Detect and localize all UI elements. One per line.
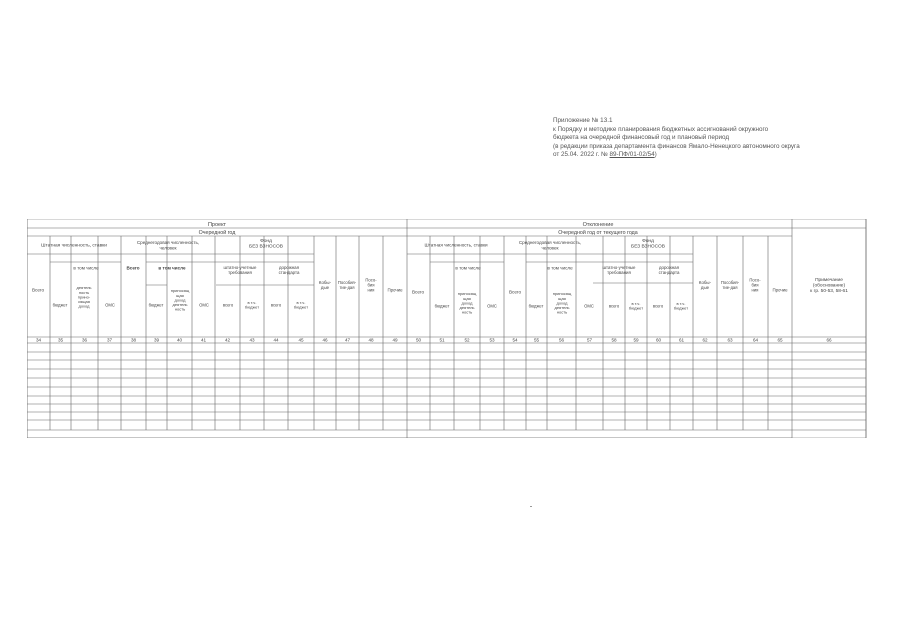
hdr-dev-road-budget: бюджет bbox=[673, 305, 689, 311]
hdr-avg-budget: бюджет bbox=[148, 302, 164, 308]
appendix-date: от 25.04. 2022 г. № bbox=[553, 151, 610, 159]
hdr-note: (обоснование) bbox=[812, 283, 846, 289]
column-number: 45 bbox=[298, 337, 304, 343]
table-grid bbox=[27, 219, 866, 438]
hdr-road: стандарта bbox=[278, 270, 300, 276]
hdr-col48: бия bbox=[367, 282, 375, 288]
hdr-dev-staff-oms: ОМС bbox=[487, 303, 497, 309]
hdr-col65: Прочие bbox=[772, 287, 788, 293]
column-number: 38 bbox=[130, 337, 137, 343]
hdr-col46: дые bbox=[320, 285, 330, 291]
header-next-vs-current: Очередной год от текущего года bbox=[558, 229, 638, 236]
hdr-dev-road-total: всего bbox=[652, 303, 664, 309]
hdr-dev-road: дорожная bbox=[658, 265, 680, 271]
hdr-acc-total: всего bbox=[222, 302, 234, 308]
hdr-dev-acc-budget: в т.ч. bbox=[631, 301, 641, 307]
column-number: 58 bbox=[611, 337, 617, 343]
hdr-col63: тие-дая bbox=[722, 284, 738, 290]
hdr-avg-income: приносящ bbox=[170, 288, 190, 294]
hdr-avg-income: деятель bbox=[172, 302, 188, 307]
column-number: 55 bbox=[533, 337, 540, 343]
column-number: 46 bbox=[322, 337, 328, 343]
column-number: 43 bbox=[249, 337, 255, 343]
hdr-dev-staff-budget: бюджет bbox=[434, 303, 450, 309]
hdr-dev-avg-budget: бюджет bbox=[528, 303, 544, 309]
hdr-road-budget: в т.ч. bbox=[296, 300, 306, 306]
hdr-dev-fot: БЕЗ ВЗНОСОВ bbox=[631, 244, 665, 250]
hdr-col48: ния bbox=[367, 287, 375, 293]
hdr-staff-total: Всего bbox=[31, 287, 45, 293]
hdr-staff-income: сящая bbox=[78, 299, 90, 304]
hdr-road-total: всего bbox=[270, 302, 282, 308]
hdr-dev-avg-income: щая bbox=[558, 295, 566, 301]
hdr-dev-staff-income: щая bbox=[463, 295, 471, 301]
hdr-col62: дые bbox=[700, 285, 710, 291]
column-number: 36 bbox=[81, 337, 88, 343]
hdr-avg-income: доход bbox=[174, 297, 186, 303]
hdr-col62: Кобы- bbox=[698, 280, 712, 286]
header-project: Проект bbox=[207, 221, 227, 228]
hdr-dev-avg-income: деятель bbox=[554, 305, 570, 310]
hdr-staff-income: деятель bbox=[76, 285, 92, 291]
hdr-col47: Пособия- bbox=[337, 280, 357, 286]
column-number: 42 bbox=[224, 337, 231, 343]
column-number: 53 bbox=[489, 337, 495, 343]
hdr-note: к гр. 50-53, 58-61 bbox=[810, 289, 848, 295]
column-number: 54 bbox=[512, 337, 518, 343]
hdr-col63: Пособия- bbox=[720, 280, 740, 286]
hdr-col47: тие-дая bbox=[339, 284, 355, 290]
hdr-col46: Кобы- bbox=[318, 280, 332, 286]
hdr-road-budget: бюджет bbox=[293, 304, 309, 310]
hdr-dev-avg-income: приносящ bbox=[552, 291, 572, 297]
column-number: 60 bbox=[655, 337, 662, 343]
hdr-avg-incl: в том числе bbox=[158, 265, 186, 271]
column-number: 37 bbox=[106, 337, 113, 343]
hdr-incl-staff: в том числе bbox=[73, 265, 99, 271]
appendix-edition: (в редакции приказа департамента финансов Ямало-Ненецкого автономного округа bbox=[553, 142, 800, 150]
column-number: 64 bbox=[752, 337, 759, 343]
hdr-dev-road-budget: в т.ч. bbox=[676, 301, 686, 307]
hdr-dev-avg-incl: в том числе bbox=[547, 265, 573, 271]
table-labels bbox=[32, 222, 848, 343]
column-number: 51 bbox=[439, 337, 445, 343]
column-number: 65 bbox=[777, 337, 783, 343]
hdr-col48: Посо- bbox=[365, 277, 377, 283]
column-number: 59 bbox=[633, 337, 639, 343]
column-number: 57 bbox=[586, 337, 593, 343]
hdr-note: Примечание bbox=[815, 278, 843, 284]
appendix-budget-period: бюджета на очередной финансовый год и плановый период bbox=[553, 134, 729, 142]
hdr-staff-income: ность bbox=[78, 289, 90, 295]
hdr-dev-avg: человек bbox=[541, 245, 559, 251]
hdr-col64: Посо- bbox=[749, 277, 761, 283]
appendix-order-ref: к Порядку и методике планирования бюджетных ассигнований окружного bbox=[553, 125, 769, 133]
hdr-acc-budget: в т.ч. bbox=[247, 300, 257, 306]
hdr-accounting: требования bbox=[228, 270, 252, 276]
hdr-dev-staff: Штатная численность, ставки bbox=[424, 242, 488, 248]
hdr-dev-avg: Среднегодовая численность, bbox=[518, 239, 582, 245]
hdr-dev-staff-income: доход bbox=[461, 300, 473, 306]
hdr-dev-staff-income: деятель bbox=[459, 305, 475, 310]
column-number: 39 bbox=[153, 337, 160, 343]
hdr-col64: ния bbox=[751, 287, 759, 293]
hdr-dev-road: стандарта bbox=[658, 270, 680, 276]
hdr-staff-budget: бюджет bbox=[52, 302, 68, 308]
column-number: 63 bbox=[727, 337, 733, 343]
hdr-avg-oms: ОМС bbox=[199, 302, 209, 308]
column-number: 48 bbox=[368, 337, 374, 343]
appendix-order-link[interactable]: 89-ПФ/01-02/54 bbox=[609, 151, 655, 159]
column-number: 41 bbox=[200, 337, 207, 343]
hdr-dev-accounting: требования bbox=[607, 270, 631, 276]
budget-form-table bbox=[27, 219, 868, 438]
hdr-avg-count: человек bbox=[159, 245, 177, 251]
appendix-number: Приложение № 13.1 bbox=[553, 117, 613, 124]
column-number: 66 bbox=[826, 337, 832, 343]
hdr-col64: бия bbox=[751, 282, 759, 288]
column-number: 52 bbox=[464, 337, 470, 343]
hdr-dev-staff-total: Всего bbox=[411, 289, 425, 295]
hdr-acc-budget: бюджет bbox=[244, 304, 260, 310]
hdr-dev-fot: Фонд bbox=[642, 238, 654, 244]
hdr-road: дорожная bbox=[278, 265, 300, 271]
column-number: 61 bbox=[678, 337, 685, 343]
hdr-staff-oms: ОМС bbox=[105, 302, 115, 308]
hdr-dev-accounting: штатно-учетные bbox=[602, 265, 636, 271]
appendix-header bbox=[553, 117, 853, 160]
hdr-dev-staff-income: приносящ bbox=[457, 291, 477, 297]
hdr-dev-avg-income: доход bbox=[556, 300, 568, 306]
appendix-date-line: от 25.04. 2022 г. № 89-ПФ/01-02/54) bbox=[553, 151, 657, 159]
hdr-col49: Прочие bbox=[387, 287, 403, 293]
column-number: 56 bbox=[558, 337, 565, 343]
column-number: 35 bbox=[57, 337, 64, 343]
hdr-accounting: штатно-учетные bbox=[223, 265, 257, 271]
header-next-year: Очередной год bbox=[198, 229, 236, 236]
scan-speck bbox=[530, 506, 532, 507]
column-number: 34 bbox=[35, 337, 42, 343]
hdr-avg-total: Всего bbox=[126, 265, 140, 271]
column-number: 44 bbox=[273, 337, 279, 343]
hdr-staff-income: доход bbox=[78, 303, 90, 309]
hdr-dev-acc-total: всего bbox=[608, 303, 620, 309]
hdr-fot: Фонд bbox=[260, 238, 272, 244]
column-number: 49 bbox=[392, 337, 398, 343]
hdr-dev-avg-income: ность bbox=[556, 309, 568, 315]
hdr-avg-income: ность bbox=[174, 306, 186, 312]
hdr-fot: БЕЗ ВЗНОСОВ bbox=[249, 244, 283, 250]
column-number: 62 bbox=[702, 337, 708, 343]
hdr-staff-count: Штатная численность, ставки bbox=[41, 243, 107, 249]
hdr-staff-income: прино- bbox=[77, 294, 91, 300]
column-number: 47 bbox=[344, 337, 351, 343]
hdr-dev-avg-oms: ОМС bbox=[584, 303, 594, 309]
header-deviation: Отклонение bbox=[582, 221, 614, 228]
hdr-dev-staff-incl: в том числе bbox=[455, 265, 481, 271]
column-number: 50 bbox=[415, 337, 422, 343]
hdr-avg-income: щая bbox=[176, 292, 184, 298]
column-number: 40 bbox=[176, 337, 183, 343]
hdr-dev-avg-total: Всего bbox=[508, 289, 522, 295]
hdr-dev-staff-income: ность bbox=[461, 309, 473, 315]
hdr-avg-count: Среднегодовая численность, bbox=[136, 239, 200, 245]
hdr-dev-acc-budget: бюджет bbox=[628, 305, 644, 311]
